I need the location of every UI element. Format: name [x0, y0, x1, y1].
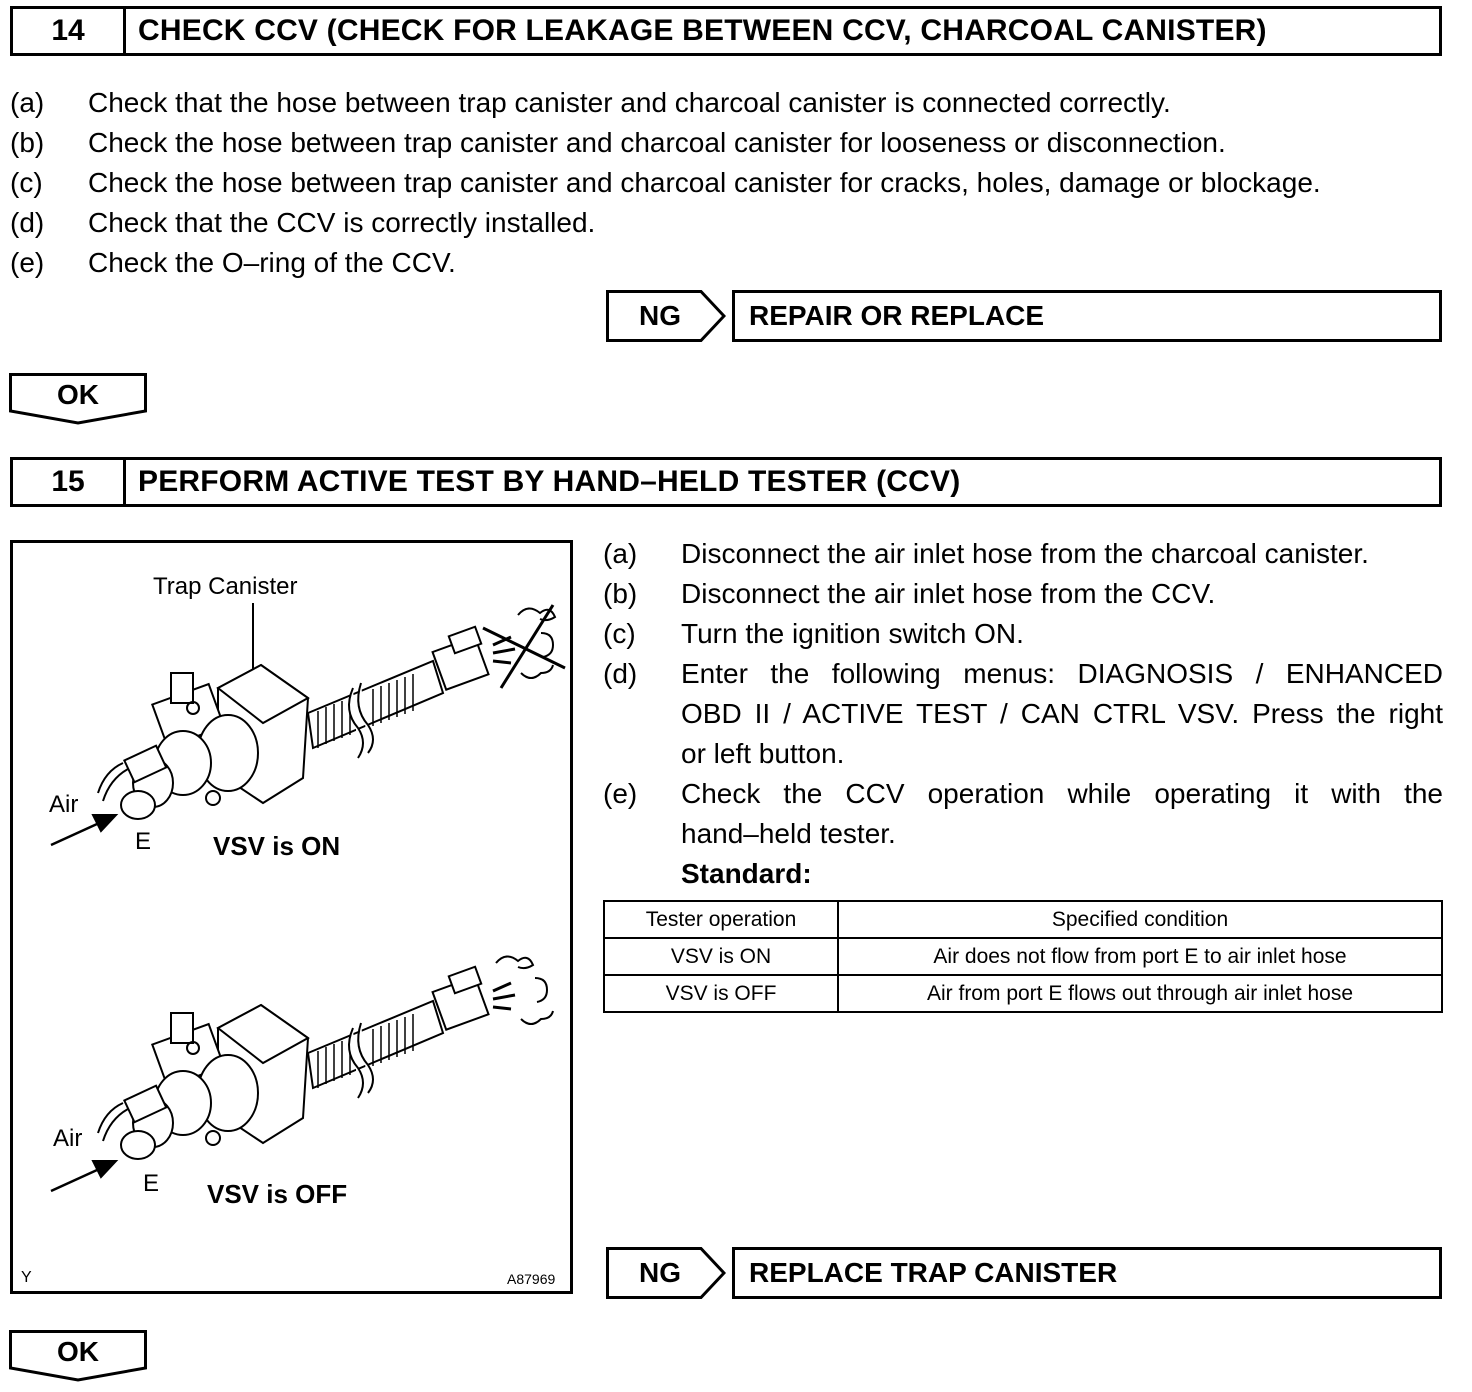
step-14-header	[10, 6, 1442, 56]
instruction-text: Check that the CCV is correctly installed.	[88, 207, 596, 238]
table-cell: Air from port E flows out through air inlet hose	[838, 975, 1442, 1012]
step-15-instructions	[603, 534, 1443, 894]
instruction-label: (b)	[10, 127, 45, 158]
ng-result-step-14: REPAIR OR REPLACE	[732, 290, 1442, 342]
instruction-label: (c)	[603, 618, 636, 649]
instruction-text	[681, 774, 1443, 894]
vsv-on-label: VSV is ON	[213, 831, 341, 861]
step-14-number: 14	[13, 9, 126, 53]
instruction-text: Disconnect the air inlet hose from the charcoal canister.	[681, 538, 1369, 569]
table-cell: VSV is ON	[604, 938, 838, 975]
instruction-text: Check the O–ring of the CCV.	[88, 247, 456, 278]
ng-label: NG	[639, 1257, 681, 1288]
air-arrow-on-drawing	[51, 815, 116, 845]
table-cell: Air does not flow from port E to air inlet hose	[838, 938, 1442, 975]
trap-canister-off-drawing	[98, 1005, 308, 1159]
step-15-number: 15	[13, 460, 126, 504]
instruction-line: hand–held tester.	[681, 818, 896, 849]
instruction-line: or left button.	[681, 738, 845, 769]
table-header-cell: Specified condition	[838, 901, 1442, 938]
hose-off-drawing	[308, 967, 489, 1098]
ok-arrow-step-14	[9, 373, 147, 425]
instruction-item	[10, 123, 1450, 163]
instruction-item	[10, 243, 1450, 283]
specification-table	[603, 900, 1443, 1013]
instruction-item	[603, 774, 1443, 894]
instruction-label: (d)	[603, 658, 638, 689]
instruction-label: (e)	[603, 778, 638, 809]
instruction-item	[603, 614, 1443, 654]
ng-label: NG	[639, 300, 681, 331]
ng-result-step-15: REPLACE TRAP CANISTER	[732, 1247, 1442, 1299]
ok-label: OK	[57, 1336, 99, 1367]
figure-id: A87969	[507, 1271, 556, 1287]
air-label: Air	[53, 1125, 83, 1152]
instruction-label: (b)	[603, 578, 638, 609]
instruction-text: Check the hose between trap canister and charcoal canister for cracks, holes, damage or blockage.	[88, 167, 1321, 198]
instruction-item	[603, 574, 1443, 614]
air-arrow-off-drawing	[51, 1161, 116, 1191]
illustration-panel	[10, 540, 573, 1294]
instruction-item	[603, 534, 1443, 574]
no-airflow-mark	[483, 605, 565, 688]
instruction-label: (d)	[10, 207, 45, 238]
port-e-label: E	[143, 1170, 160, 1197]
step-14-instructions	[10, 83, 1450, 283]
instruction-text: Check that the hose between trap canister and charcoal canister is connected correctly.	[88, 87, 1171, 118]
table-row	[604, 938, 1442, 975]
instruction-item	[10, 83, 1450, 123]
step-15-title: PERFORM ACTIVE TEST BY HAND–HELD TESTER (CCV)	[138, 465, 961, 498]
trap-canister-on-drawing	[98, 603, 308, 819]
step-14-title: CHECK CCV (CHECK FOR LEAKAGE BETWEEN CCV, CHARCOAL CANISTER)	[138, 14, 1267, 47]
instruction-text: Check the hose between trap canister and charcoal canister for looseness or disconnection.	[88, 127, 1226, 158]
air-label: Air	[49, 791, 79, 818]
instruction-label: (e)	[10, 247, 45, 278]
hose-on-drawing	[308, 627, 489, 758]
instruction-label: (a)	[603, 538, 638, 569]
instruction-label: (c)	[10, 167, 43, 198]
vsv-off-label: VSV is OFF	[207, 1179, 348, 1209]
instruction-line: Check the CCV operation while operating it with the	[681, 778, 1443, 809]
table-cell: VSV is OFF	[604, 975, 838, 1012]
instruction-line: OBD II / ACTIVE TEST / CAN CTRL VSV. Press the right	[681, 698, 1443, 729]
instruction-text: Turn the ignition switch ON.	[681, 618, 1024, 649]
table-header-row	[604, 901, 1442, 938]
ok-arrow-step-15	[9, 1330, 147, 1382]
instruction-text: Disconnect the air inlet hose from the CCV.	[681, 578, 1216, 609]
ok-label: OK	[57, 379, 99, 410]
instruction-item	[10, 203, 1450, 243]
airflow-mark	[493, 956, 553, 1024]
table-row	[604, 975, 1442, 1012]
ng-arrow-step-14	[606, 290, 726, 342]
port-e-label: E	[135, 828, 152, 855]
instruction-item	[603, 654, 1443, 774]
instruction-line: Enter the following menus: DIAGNOSIS / ENHANCED	[681, 658, 1443, 689]
table-header-cell: Tester operation	[604, 901, 838, 938]
trap-canister-label: Trap Canister	[153, 573, 298, 600]
instruction-label: (a)	[10, 87, 45, 118]
step-15-header	[10, 457, 1442, 507]
instruction-text	[681, 654, 1443, 774]
standard-label: Standard:	[681, 858, 812, 889]
instruction-item	[10, 163, 1450, 203]
ng-arrow-step-15	[606, 1247, 726, 1299]
corner-code: Y	[21, 1269, 32, 1286]
